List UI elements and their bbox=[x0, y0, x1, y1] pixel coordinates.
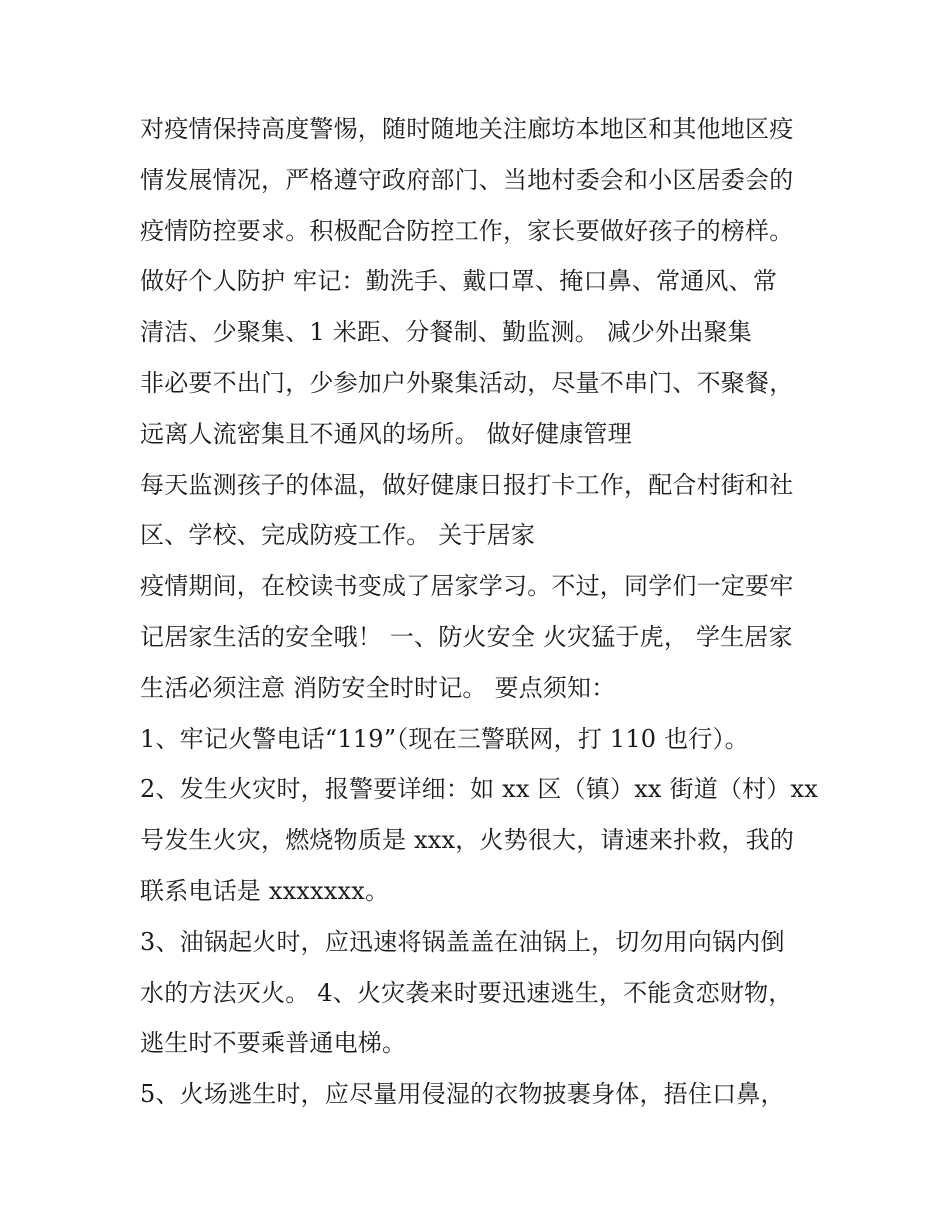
text-line: 对疫情保持高度警惕，随时随地关注廊坊本地区和其他地区疫 bbox=[140, 115, 794, 143]
text-line: 联系电话是 xxxxxxx。 bbox=[140, 876, 390, 905]
text-line: 1、牢记火警电话“119”（现在三警联网，打 110 也行）。 bbox=[140, 724, 749, 753]
text-line: 区、学校、完成防疫工作。 关于居家 bbox=[140, 521, 536, 550]
document-body bbox=[140, 104, 830, 1120]
text-line: 水的方法灭火。 4、火灾袭来时要迅速逃生，不能贪恋财物， bbox=[140, 978, 793, 1007]
text-line: 非必要不出门，少参加户外聚集活动，尽量不串门、不聚餐， bbox=[140, 368, 794, 397]
text-line: 逃生时不要乘普通电梯。 bbox=[140, 1029, 407, 1058]
text-line: 号发生火灾，燃烧物质是 xxx，火势很大，请速来扑救，我的 bbox=[140, 826, 795, 855]
text-line: 疫情防控要求。积极配合防控工作，家长要做好孩子的榜样。 bbox=[140, 216, 794, 245]
text-line: 做好个人防护 牢记：勤洗手、戴口罩、掩口鼻、常通风、常 bbox=[140, 267, 778, 296]
text-line: 5、火场逃生时，应尽量用侵湿的衣物披裹身体，捂住口鼻， bbox=[140, 1080, 785, 1109]
text-line: 记居家生活的安全哦！ 一、防火安全 火灾猛于虎， 学生居家 bbox=[140, 622, 793, 651]
text-line: 生活必须注意 消防安全时时记。 要点须知： bbox=[140, 673, 616, 702]
text-line: 每天监测孩子的体温，做好健康日报打卡工作，配合村街和社 bbox=[140, 470, 794, 499]
text-line: 情发展情况，严格遵守政府部门、当地村委会和小区居委会的 bbox=[140, 165, 794, 194]
text-line: 远离人流密集且不通风的场所。 做好健康管理 bbox=[140, 419, 632, 448]
text-line: 2、发生火灾时，报警要详细：如 xx 区（镇）xx 街道（村）xx bbox=[140, 775, 818, 804]
text-line: 疫情期间，在校读书变成了居家学习。不过，同学们一定要牢 bbox=[140, 572, 794, 601]
text-line: 3、油锅起火时，应迅速将锅盖盖在油锅上，切勿用向锅内倒 bbox=[140, 927, 785, 956]
text-line: 清洁、少聚集、1 米距、分餐制、勤监测。 减少外出聚集 bbox=[140, 318, 752, 347]
